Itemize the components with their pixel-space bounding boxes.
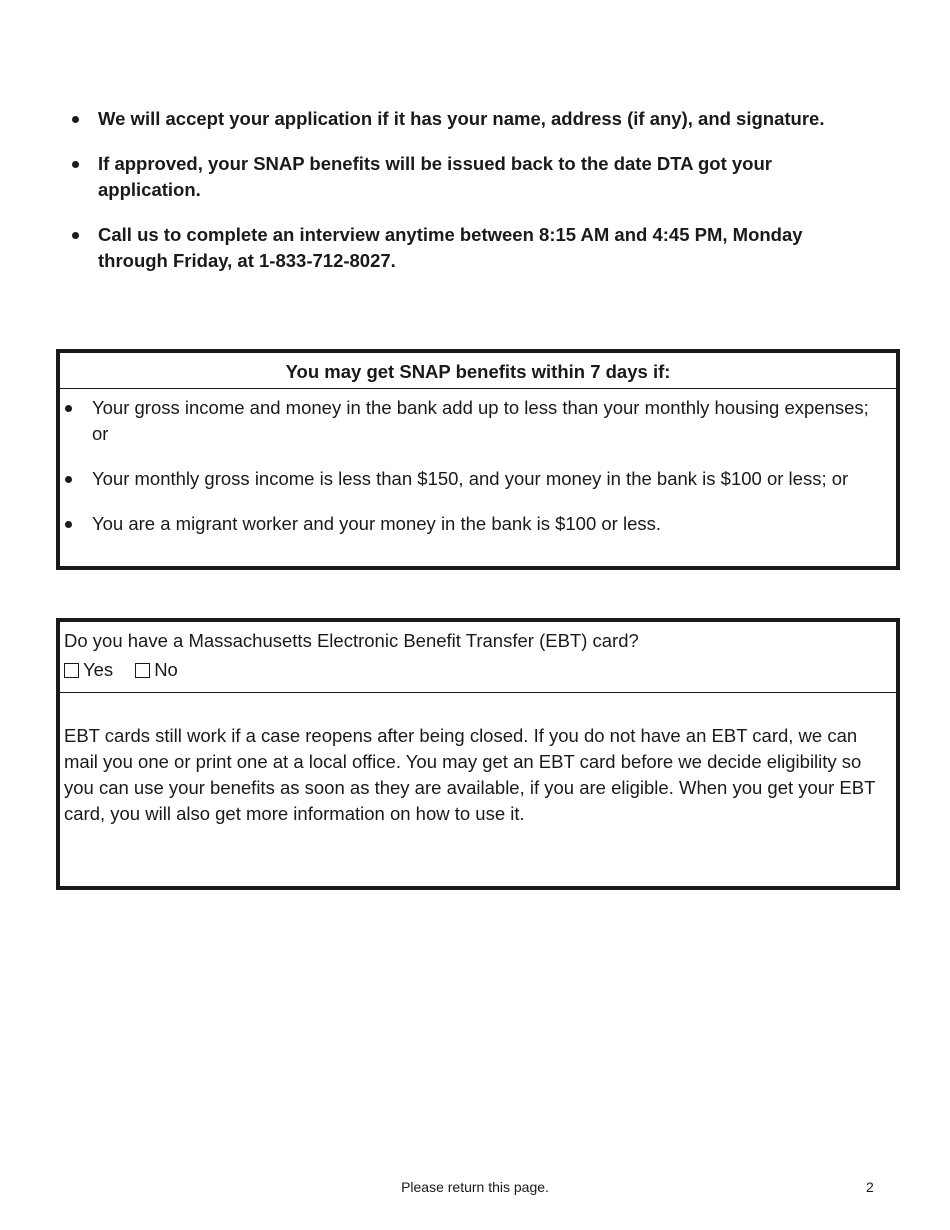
bullet-icon [65,521,72,528]
page-number: 2 [866,1179,874,1195]
footer-note: Please return this page. [401,1179,549,1195]
bullet-icon [65,405,72,412]
expedited-criteria-item [60,466,896,492]
no-label: No [154,659,178,680]
bullet-icon [72,232,79,239]
yes-checkbox[interactable] [64,663,79,678]
expedited-benefits-box [56,349,900,570]
yes-option[interactable] [64,657,113,683]
no-option[interactable] [135,657,178,683]
yes-label: Yes [83,659,114,680]
requirements-list-item [70,222,870,274]
requirements-list-item [70,151,870,203]
expedited-criteria-item [60,511,896,537]
no-checkbox[interactable] [135,663,150,678]
bullet-icon [72,116,79,123]
criteria-text: Your gross income and money in the bank add up to less than your monthly housing expenses; or [92,397,869,444]
requirements-list [70,106,870,293]
requirement-text: Call us to complete an interview anytime between 8:15 AM and 4:45 PM, Monday through Friday, at 1-833-712-8027. [98,224,803,271]
ebt-answer-choices [64,657,896,683]
ebt-question: Do you have a Massachusetts Electronic Benefit Transfer (EBT) card? [64,630,639,651]
requirements-list-item [70,106,870,132]
expedited-benefits-heading: You may get SNAP benefits within 7 days if: [60,353,896,389]
ebt-card-box [56,618,900,890]
requirement-text: We will accept your application if it has your name, address (if any), and signature. [98,108,825,129]
bullet-icon [72,161,79,168]
ebt-info-text: EBT cards still work if a case reopens after being closed. If you do not have an EBT card, we can mail you one or print one at a local office. You may get an EBT card before we decide eligibility so you can use your benefits as soon as they are available, if you are eligible. When you get your EBT card, you will also get more information on how to use it. [64,725,876,824]
ebt-question-section [60,622,896,693]
requirement-text: If approved, your SNAP benefits will be issued back to the date DTA got your application. [98,153,772,200]
expedited-criteria-list [60,389,896,537]
criteria-text: You are a migrant worker and your money in the bank is $100 or less. [92,513,662,534]
criteria-text: Your monthly gross income is less than $150, and your money in the bank is $100 or less; or [92,468,849,489]
expedited-criteria-item [60,395,896,447]
bullet-icon [65,476,72,483]
